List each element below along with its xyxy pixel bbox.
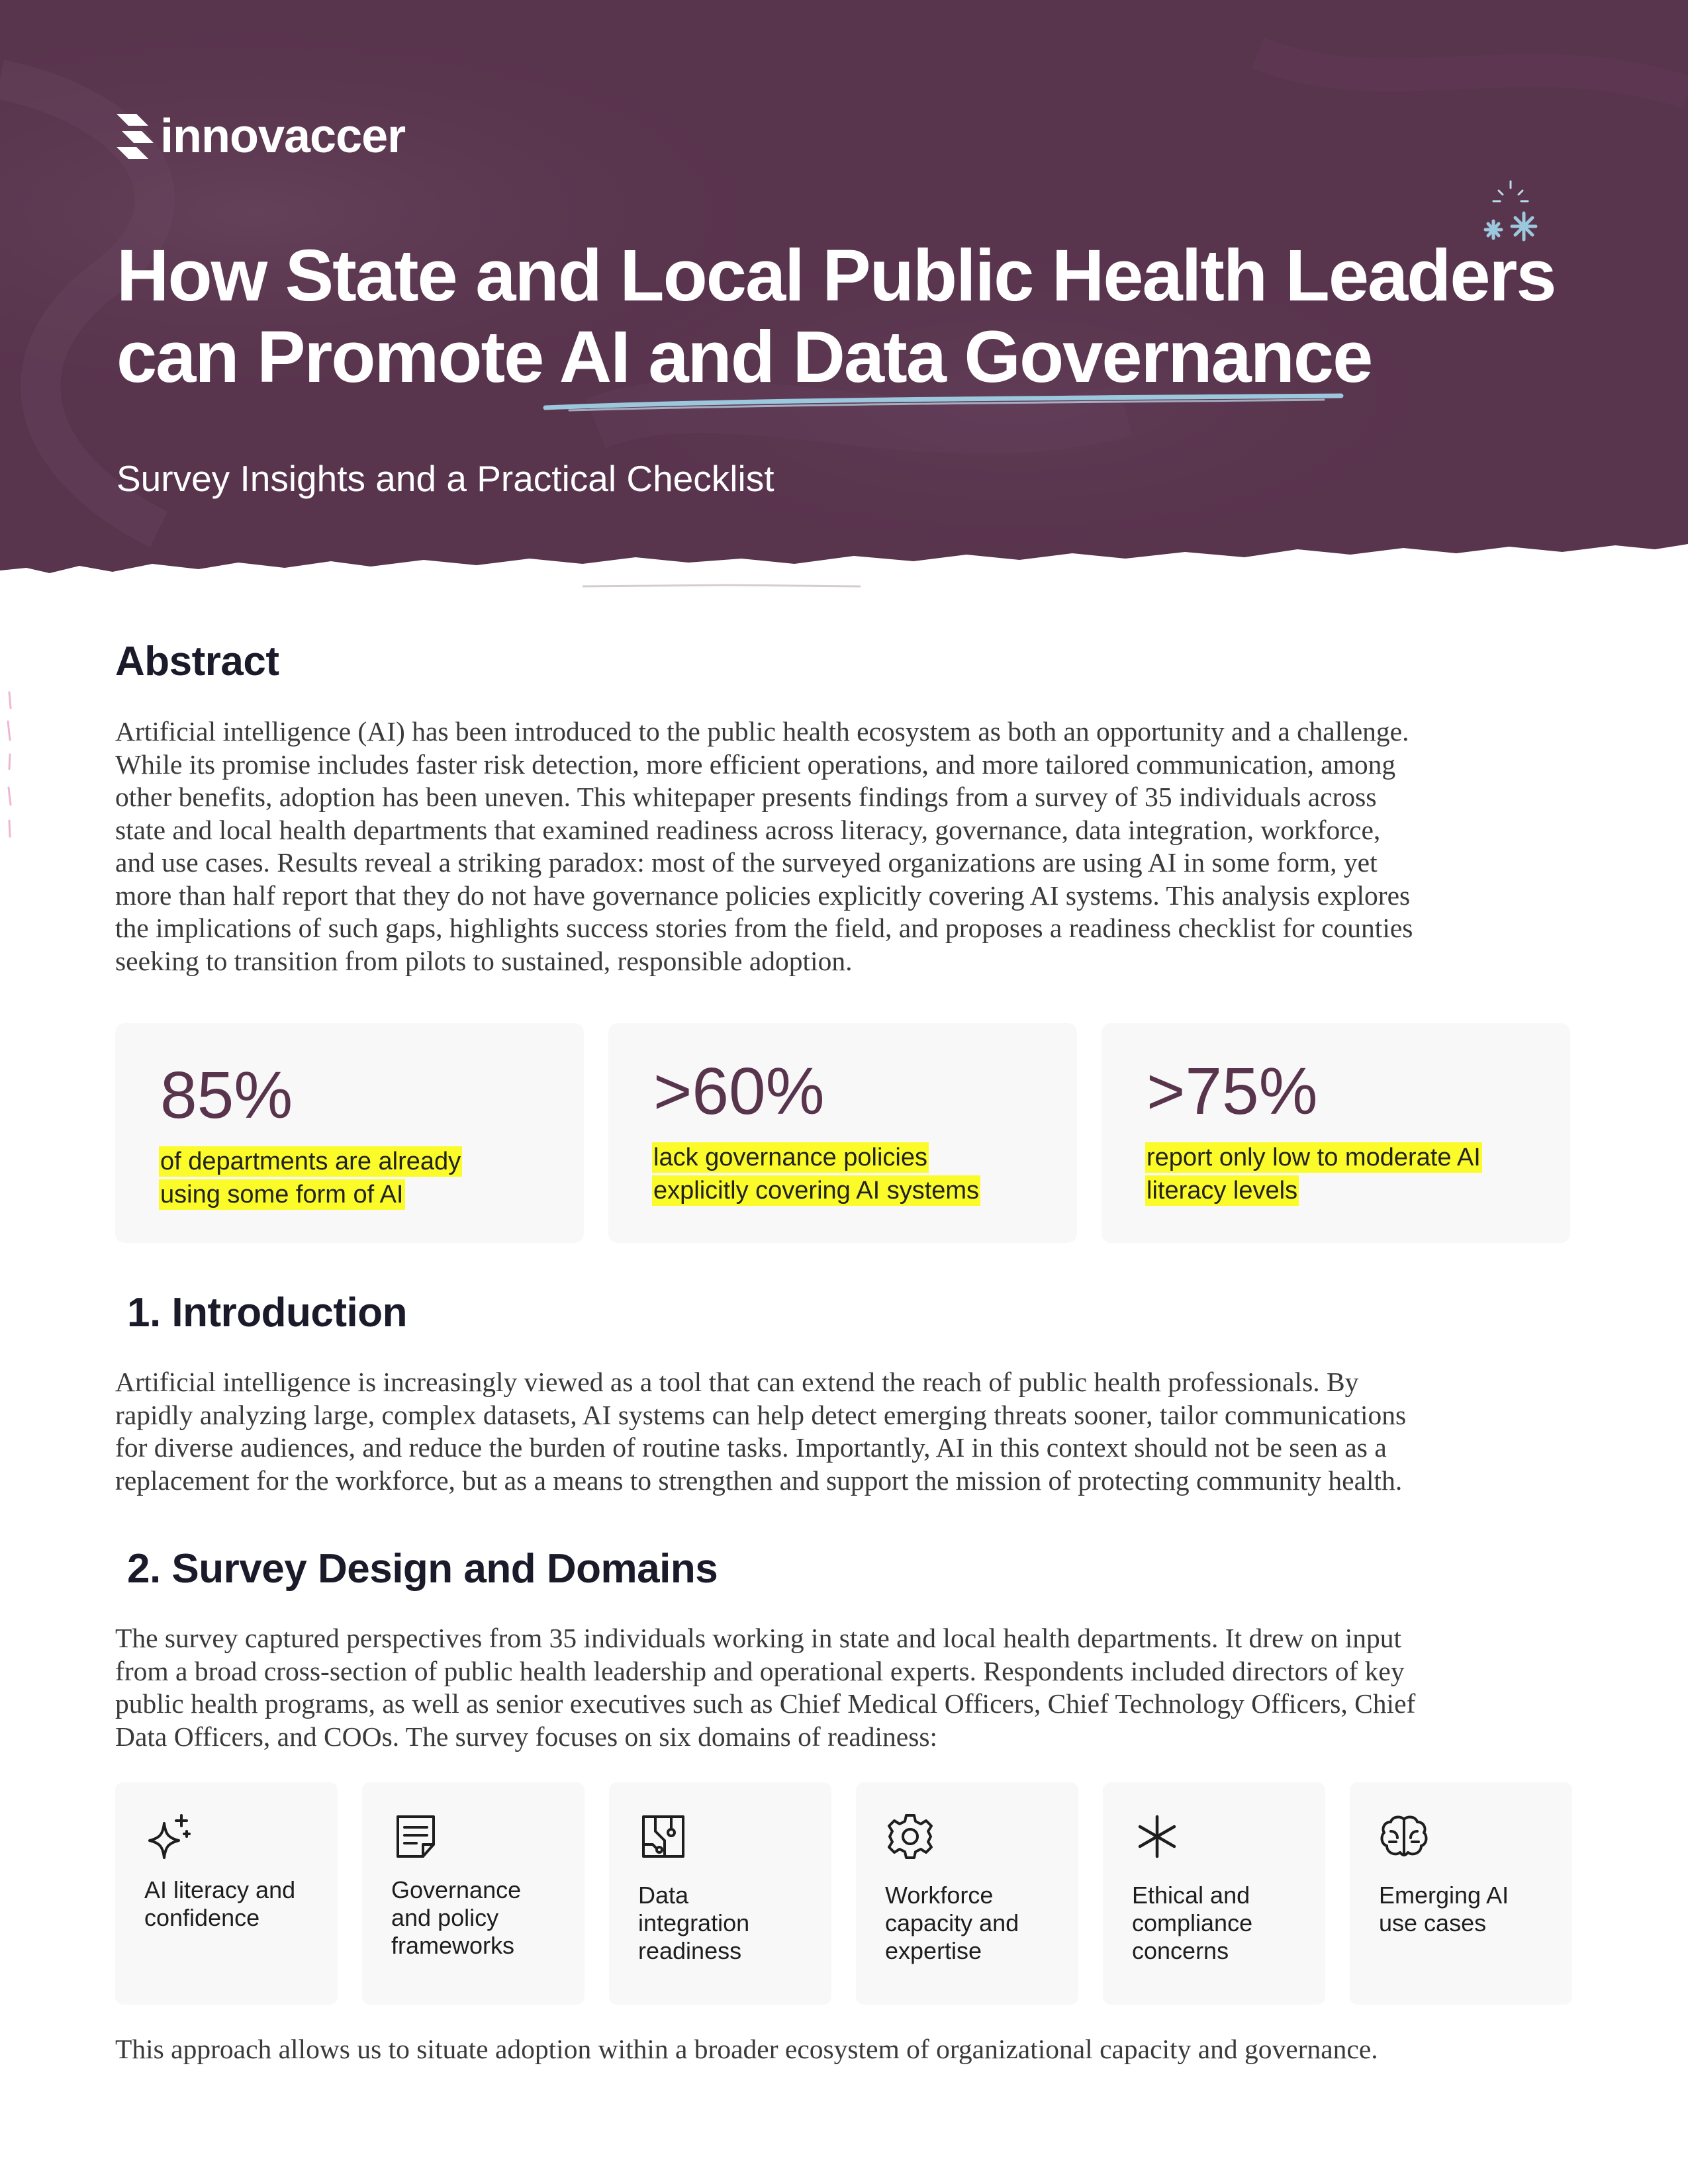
survey-closing-text: This approach allows us to situate adoption within a broader ecosystem of organizational capacity and governance. bbox=[115, 2034, 1378, 2064]
gear-icon bbox=[885, 1811, 935, 1862]
document-icon bbox=[391, 1811, 442, 1862]
domain-label: Workforce capacity and expertise bbox=[885, 1882, 1019, 1964]
stat-value: 85% bbox=[160, 1058, 293, 1132]
domain-card-emerging-use-cases bbox=[1350, 1782, 1572, 2005]
abstract-heading: Abstract bbox=[115, 639, 279, 684]
sparkle-icon bbox=[144, 1811, 195, 1862]
introduction-heading: 1. Introduction bbox=[127, 1290, 408, 1336]
domain-label: Ethical and compliance concerns bbox=[1132, 1882, 1253, 1964]
domain-label: AI literacy and confidence bbox=[144, 1876, 296, 1931]
circuit-icon bbox=[638, 1811, 688, 1862]
domain-label: Data integration readiness bbox=[638, 1882, 750, 1964]
domain-card-data-integration bbox=[609, 1782, 831, 2005]
survey-text: The survey captured perspectives from 35 individuals working in state and local health departments. It drew on input from a broad cross-section of public health leadership and operational experts. Respondents included directors of key public health programs, as well as senior executives such as Chief Medical Officers, Chief Technology Officers, Chief Data Officers, and COOs. The survey focuses on six domains of readiness: bbox=[115, 1623, 1416, 1752]
stat-card-governance bbox=[608, 1023, 1077, 1243]
domain-card-governance bbox=[362, 1782, 585, 2005]
domain-label: Emerging AI use cases bbox=[1379, 1882, 1509, 1936]
domain-card-workforce bbox=[856, 1782, 1078, 2005]
page-subtitle: Survey Insights and a Practical Checklist bbox=[117, 458, 774, 499]
stat-description: lack governance policies explicitly covering AI systems bbox=[653, 1144, 980, 1205]
introduction-text: Artificial intelligence is increasingly viewed as a tool that can extend the reach of public health professionals. By rapidly analyzing large, complex datasets, AI systems can help detect emerging threats sooner, tailor communications for diverse audiences, and reduce the burden of routine tasks. Importantly, AI in this context should not be seen as a replacement for the workforce, but as a means to strengthen and support the mission of protecting community health. bbox=[115, 1367, 1407, 1496]
asterisk-icon bbox=[1132, 1811, 1182, 1862]
survey-heading: 2. Survey Design and Domains bbox=[127, 1546, 718, 1592]
brain-icon bbox=[1379, 1811, 1429, 1862]
stat-value: >60% bbox=[653, 1054, 825, 1128]
header-banner bbox=[0, 0, 1688, 609]
title-line-1: How State and Local Public Health Leaders bbox=[117, 235, 1556, 316]
innovaccer-logo-mark-icon bbox=[114, 111, 156, 161]
stat-value: >75% bbox=[1147, 1054, 1318, 1128]
abstract-text: Artificial intelligence (AI) has been introduced to the public health ecosystem as both an opportunity and a challenge. While its promise includes faster risk detection, more efficient operations, and more tailored communication, among other benefits, adoption has been uneven. This whitepaper presents findings from a survey of 35 individuals across state and local health departments that examined readiness across literacy, governance, data integration, workforce, and use cases. Results reveal a striking paradox: most of the surveyed organizations are using AI in some form, yet more than half report that they do not have governance policies explicitly covering AI systems. This analysis explores the implications of such gaps, highlights success stories from the field, and proposes a readiness checklist for counties seeking to transition from pilots to sustained, responsible adoption. bbox=[115, 716, 1413, 976]
domain-card-ai-literacy bbox=[115, 1782, 338, 2005]
torn-paper-edge bbox=[0, 529, 1688, 609]
stat-description: of departments are already using some form of AI bbox=[160, 1148, 461, 1208]
logo-wordmark: innovaccer bbox=[160, 110, 406, 163]
stat-card-literacy bbox=[1102, 1023, 1570, 1243]
side-decoration bbox=[4, 688, 15, 847]
innovaccer-logo bbox=[114, 111, 405, 161]
domain-card-ethics bbox=[1103, 1782, 1325, 2005]
domain-label: Governance and policy frameworks bbox=[391, 1876, 522, 1959]
title-underline-stroke bbox=[543, 390, 1344, 417]
stat-card-ai-usage bbox=[115, 1023, 584, 1243]
title-line-2: can Promote AI and Data Governance bbox=[117, 316, 1372, 398]
stat-description: report only low to moderate AI literacy levels bbox=[1147, 1144, 1481, 1205]
page-title bbox=[117, 235, 1599, 398]
